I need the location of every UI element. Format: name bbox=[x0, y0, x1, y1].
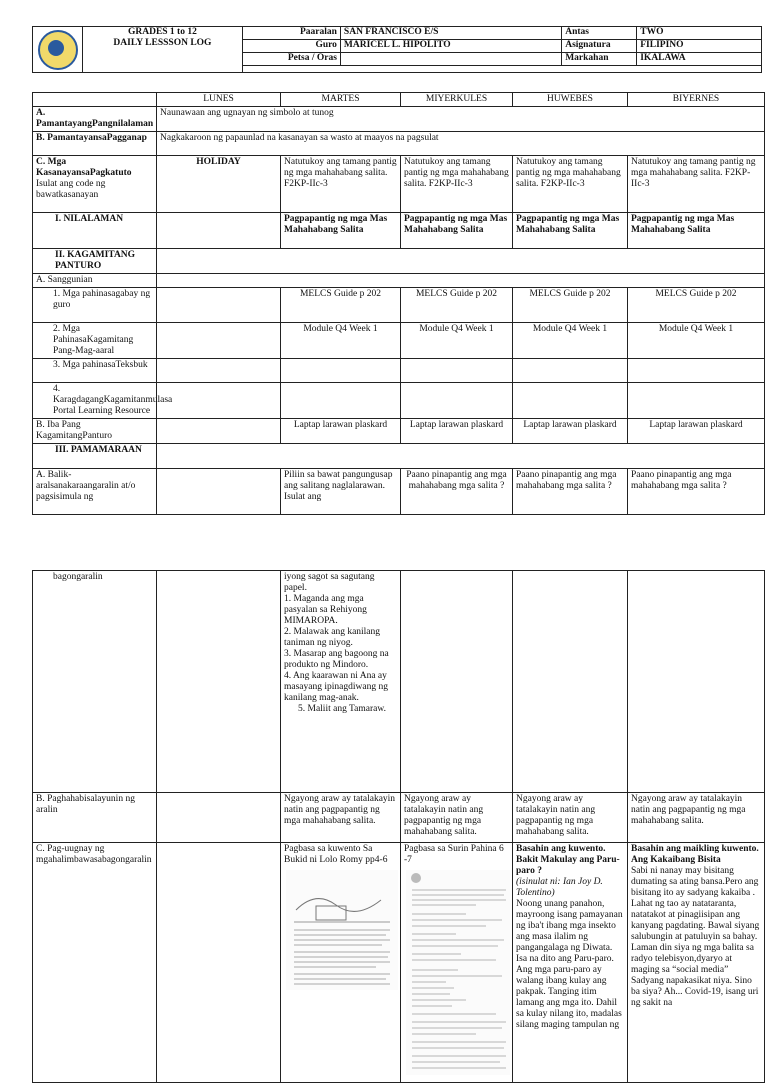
paghahabi-fri: Ngayong araw ay tatalakayin natin ang pagpapantig ng mga mahahabang salita. bbox=[628, 793, 765, 843]
mag-mon bbox=[157, 323, 281, 359]
balik2-thu bbox=[513, 571, 628, 793]
row-kagamitan bbox=[33, 249, 765, 274]
gabay-mon bbox=[157, 288, 281, 323]
school-value: SAN FRANCISCO E/S bbox=[340, 27, 561, 40]
balik-item-5: 5. Maliit ang Tamaraw. bbox=[298, 704, 386, 714]
balik2-fri bbox=[628, 571, 765, 793]
header-table bbox=[32, 26, 762, 73]
teacher-value: MARICEL L. HIPOLITO bbox=[340, 40, 561, 53]
row-balik-aral bbox=[33, 469, 765, 515]
uugnay-thu-body: Noong unang panahon, mayroong isang pamayanan ng iba't ibang mga insekto ang masa ilalim ng pangangalaga ng Diwata. Isa na dito ang Paru-paro. Ang mga paru-paro ay walang ibang kulay ang pakpak. Tanging itim lamang ang mga ito. Dahil sa kulay nilang ito, madalas silang maging tampulan ng bbox=[516, 899, 623, 1030]
day-martes: MARTES bbox=[281, 93, 401, 107]
corner-cell bbox=[33, 93, 157, 107]
seal-icon bbox=[38, 30, 78, 70]
label-nilalaman: I. NILALAMAN bbox=[33, 213, 157, 249]
row-pag-uugnay bbox=[33, 843, 765, 1083]
label-pamantayang-nilalaman: A. PamantayangPangnilalaman bbox=[33, 107, 157, 132]
teksbuk-mon bbox=[157, 359, 281, 383]
story-image-thumbnail bbox=[286, 870, 398, 990]
paghahabi-mon bbox=[157, 793, 281, 843]
grade-label: Antas bbox=[562, 27, 637, 40]
uugnay-fri-title: Basahin ang maikling kuwento. bbox=[631, 844, 759, 854]
nilalaman-mon bbox=[157, 213, 281, 249]
gabay-fri: MELCS Guide p 202 bbox=[628, 288, 765, 323]
kasanayan-thu: Natutukoy ang tamang pantig ng mga mahahabang salita. F2KP-IIc-3 bbox=[513, 156, 628, 213]
iba-thu: Laptap larawan plaskard bbox=[513, 419, 628, 444]
label-balik-aral: A. Balik-aralsanakaraangaralin at/o pagsisimula ng bbox=[33, 469, 157, 515]
label-karagdagan: 4. KaragdagangKagamitanmulasa Portal Learning Resource bbox=[33, 383, 157, 419]
log-title: DAILY LESSSON LOG bbox=[113, 38, 212, 48]
value-pamantayang-nilalaman: Naunawaan ang ugnayan ng simbolo at tunog bbox=[157, 107, 765, 132]
holiday-cell: HOLIDAY bbox=[157, 156, 281, 213]
mag-thu: Module Q4 Week 1 bbox=[513, 323, 628, 359]
lesson-table-continued bbox=[32, 570, 765, 1083]
karagdagan-thu bbox=[513, 383, 628, 419]
teksbuk-fri bbox=[628, 359, 765, 383]
kasanayan-wed: Natutukoy ang tamang pantig ng mga mahahabang salita. F2KP-IIc-3 bbox=[401, 156, 513, 213]
surin-page-thumbnail bbox=[406, 870, 510, 1075]
row-pamamaraan bbox=[33, 444, 765, 469]
gabay-thu: MELCS Guide p 202 bbox=[513, 288, 628, 323]
quarter-value: IKALAWA bbox=[637, 53, 762, 66]
label-sanggunian: A. Sanggunian bbox=[33, 274, 157, 288]
balik2-mon bbox=[157, 571, 281, 793]
deped-seal bbox=[33, 27, 83, 73]
header-spacer bbox=[242, 66, 761, 73]
uugnay-wed-text: Pagbasa sa Surin Pahina 6 -7 bbox=[404, 844, 504, 865]
balik-tue-cont: iyong sagot sa sagutang papel. bbox=[284, 572, 375, 593]
row-iba-pang bbox=[33, 419, 765, 444]
karagdagan-wed bbox=[401, 383, 513, 419]
balik2-wed bbox=[401, 571, 513, 793]
school-label: Paaralan bbox=[242, 27, 340, 40]
row-sanggunian bbox=[33, 274, 765, 288]
uugnay-tue bbox=[281, 843, 401, 1083]
subject-label: Asignatura bbox=[562, 40, 637, 53]
teksbuk-wed bbox=[401, 359, 513, 383]
uugnay-mon bbox=[157, 843, 281, 1083]
mag-fri: Module Q4 Week 1 bbox=[628, 323, 765, 359]
day-miyerkules: MIYERKULES bbox=[401, 93, 513, 107]
balik-fri: Paano pinapantig ang mga mahahabang mga salita ? bbox=[628, 469, 765, 515]
label-kasanayan bbox=[33, 156, 157, 213]
karagdagan-fri bbox=[628, 383, 765, 419]
iba-wed: Laptap larawan plaskard bbox=[401, 419, 513, 444]
row-gabay bbox=[33, 288, 765, 323]
balik-item-3: 3. Masarap ang bagoong na produkto ng Mindoro. bbox=[284, 649, 389, 670]
row-pamantayang-nilalaman bbox=[33, 107, 765, 132]
grades-title: GRADES 1 to 12 bbox=[127, 27, 197, 37]
nilalaman-tue: Pagpapantig ng mga Mas Mahahabang Salita bbox=[281, 213, 401, 249]
day-huwebes: HUWEBES bbox=[513, 93, 628, 107]
label-iba-pang: B. Iba Pang KagamitangPanturo bbox=[33, 419, 157, 444]
uugnay-thu bbox=[513, 843, 628, 1083]
balik-item-4: 4. Ang kaarawan ni Ana ay masayang ipinagdiwang ng kanilang mag-anak. bbox=[284, 671, 388, 703]
gabay-tue: MELCS Guide p 202 bbox=[281, 288, 401, 323]
balik-mon bbox=[157, 469, 281, 515]
label-kagamitan: II. KAGAMITANG PANTURO bbox=[33, 249, 157, 274]
day-biyernes: BIYERNES bbox=[628, 93, 765, 107]
teksbuk-tue bbox=[281, 359, 401, 383]
row-balik-aral-cont bbox=[33, 571, 765, 793]
uugnay-thu-title: Basahin ang kuwento. Bakit Makulay ang Paru-paro ? bbox=[516, 844, 620, 876]
nilalaman-thu: Pagpapantig ng mga Mas Mahahabang Salita bbox=[513, 213, 628, 249]
uugnay-fri bbox=[628, 843, 765, 1083]
pamamaraan-empty bbox=[157, 444, 765, 469]
row-kasanayan bbox=[33, 156, 765, 213]
paghahabi-tue: Ngayong araw ay tatalakayin natin ang pagpapantig ng mga mahahabang salita. bbox=[281, 793, 401, 843]
label-pamantayan-pagganap: B. PamantayansaPagganap bbox=[33, 132, 157, 156]
label-paghahabi: B. Paghahabisalayunin ng aralin bbox=[33, 793, 157, 843]
day-lunes: LUNES bbox=[157, 93, 281, 107]
grade-value: TWO bbox=[637, 27, 762, 40]
mag-tue: Module Q4 Week 1 bbox=[281, 323, 401, 359]
row-paghahabi bbox=[33, 793, 765, 843]
quarter-label: Markahan bbox=[562, 53, 637, 66]
kagamitan-empty bbox=[157, 249, 765, 274]
balik-thu: Paano pinapantig ang mga mahahabang mga salita ? bbox=[513, 469, 628, 515]
date-label: Petsa / Oras bbox=[242, 53, 340, 66]
days-row bbox=[33, 93, 765, 107]
kasanayan-title: C. Mga KasanayansaPagkatuto bbox=[36, 157, 132, 178]
paghahabi-thu: Ngayong araw ay tatalakayin natin ang pagpapantig ng mga mahahabang salita. bbox=[513, 793, 628, 843]
label-kagamitan-mag-aaral: 2. Mga PahinasaKagamitang Pang-Mag-aaral bbox=[33, 323, 157, 359]
label-bagong-aralin: bagongaralin bbox=[33, 571, 157, 793]
balik-tue: Piliin sa bawat pangungusap ang salitang naglalarawan. Isulat ang bbox=[281, 469, 401, 515]
uugnay-fri-subtitle: Ang Kakaibang Bisita bbox=[631, 855, 721, 865]
balik-item-1: 1. Maganda ang mga pasyalan sa Rehiyong MIMAROPA. bbox=[284, 594, 367, 626]
nilalaman-fri: Pagpapantig ng mga Mas Mahahabang Salita bbox=[628, 213, 765, 249]
title-cell bbox=[83, 27, 242, 73]
balik-item-2: 2. Malawak ang kanilang taniman ng niyog. bbox=[284, 627, 381, 648]
teacher-label: Guro bbox=[242, 40, 340, 53]
kasanayan-tue: Natutukoy ang tamang pantig ng mga mahahabang salita. F2KP-IIc-3 bbox=[281, 156, 401, 213]
balik-wed: Paano pinapantig ang mga mahahabang mga salita ? bbox=[401, 469, 513, 515]
row-nilalaman bbox=[33, 213, 765, 249]
row-pamantayan-pagganap bbox=[33, 132, 765, 156]
karagdagan-tue bbox=[281, 383, 401, 419]
value-pamantayan-pagganap: Nagkakaroon ng papaunlad na kasanayan sa wasto at maayos na pagsulat bbox=[157, 132, 765, 156]
uugnay-thu-author: (isinulat ni: Ian Joy D. Tolentino) bbox=[516, 877, 603, 898]
kasanayan-sub: Isulat ang code ng bawatkasanayan bbox=[36, 179, 106, 200]
karagdagan-mon bbox=[157, 383, 281, 419]
lesson-table bbox=[32, 92, 765, 515]
nilalaman-wed: Pagpapantig ng mga Mas Mahahabang Salita bbox=[401, 213, 513, 249]
iba-mon bbox=[157, 419, 281, 444]
uugnay-fri-body: Sabi ni nanay may bisitang dumating sa ating bansa.Pero ang bisitang ito ay sadyang kakaiba . Lahat ng tao ay natataranta, natatakot at pinagiisipan ang kanyang pagdating. Bawal siyang salubungin at patuluyin sa bahay. Laman din siya ng mga balita sa radyo telebisyon,dyaryo at maging sa “social media” Sadyang napakasikat niya. Sino ba siya? Ah... Covid-19, isang uri ng sakit na bbox=[631, 866, 760, 1008]
paghahabi-wed: Ngayong araw ay tatalakayin natin ang pagpapantig ng mga mahahabang salita. bbox=[401, 793, 513, 843]
label-pamamaraan: III. PAMAMARAAN bbox=[33, 444, 157, 469]
iba-tue: Laptap larawan plaskard bbox=[281, 419, 401, 444]
kasanayan-fri: Natutukoy ang tamang pantig ng mga mahahabang salita. F2KP-IIc-3 bbox=[628, 156, 765, 213]
row-kagamitan-mag-aaral bbox=[33, 323, 765, 359]
row-teksbuk bbox=[33, 359, 765, 383]
sanggunian-empty bbox=[157, 274, 765, 288]
date-value bbox=[340, 53, 561, 66]
gabay-wed: MELCS Guide p 202 bbox=[401, 288, 513, 323]
row-karagdagan bbox=[33, 383, 765, 419]
uugnay-wed bbox=[401, 843, 513, 1083]
subject-value: FILIPINO bbox=[637, 40, 762, 53]
balik2-tue bbox=[281, 571, 401, 793]
teksbuk-thu bbox=[513, 359, 628, 383]
label-pag-uugnay: C. Pag-uugnay ng mgahalimbawasabagongaralin bbox=[33, 843, 157, 1083]
label-gabay: 1. Mga pahinasagabay ng guro bbox=[33, 288, 157, 323]
mag-wed: Module Q4 Week 1 bbox=[401, 323, 513, 359]
label-teksbuk: 3. Mga pahinasaTeksbuk bbox=[33, 359, 157, 383]
iba-fri: Laptap larawan plaskard bbox=[628, 419, 765, 444]
uugnay-tue-text: Pagbasa sa kuwento Sa Bukid ni Lolo Romy pp4-6 bbox=[284, 844, 388, 865]
